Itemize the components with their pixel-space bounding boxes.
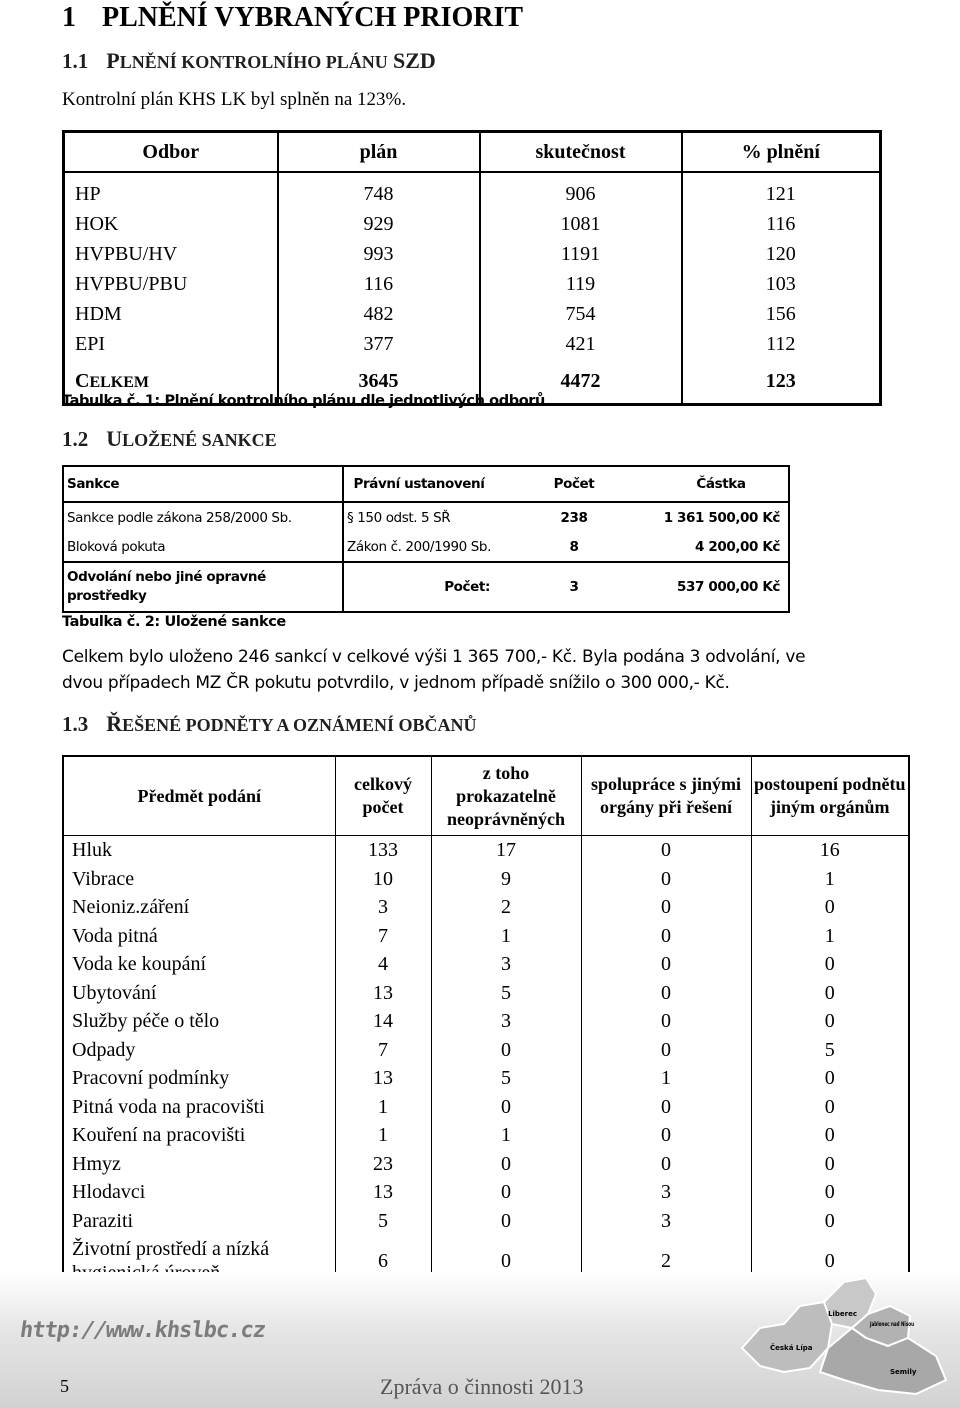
cell-value: 2 bbox=[581, 1235, 751, 1288]
table-row bbox=[63, 1207, 909, 1236]
table-row bbox=[64, 269, 881, 299]
col-header-plan: plán bbox=[278, 132, 480, 173]
cell-ustanoveni: § 150 odst. 5 SŘ bbox=[343, 502, 494, 532]
total-label-rest: ELKEM bbox=[89, 373, 150, 391]
col-header-predmet: Předmět podání bbox=[63, 756, 335, 836]
cell-value: 1 bbox=[335, 1121, 431, 1150]
cell-odvolani: Odvolání nebo jiné opravné prostředky bbox=[63, 562, 343, 612]
col-header-plneni: % plnění bbox=[682, 132, 881, 173]
cell-castka: 1 361 500,00 Kč bbox=[663, 509, 780, 526]
col-header-pocet: Počet bbox=[494, 466, 654, 502]
table-row bbox=[63, 1093, 909, 1122]
cell-value: 7 bbox=[335, 922, 431, 951]
plan-fulfilment-text: Kontrolní plán KHS LK byl splněn na 123%. bbox=[62, 89, 407, 110]
table-2-caption: Tabulka č. 2: Uložené sankce bbox=[62, 614, 286, 630]
cell: 156 bbox=[765, 302, 796, 325]
table-row bbox=[63, 1036, 909, 1065]
cell-predmet: Neioniz.záření bbox=[63, 893, 335, 922]
total-actual: 4472 bbox=[480, 359, 682, 405]
cell-value: 1 bbox=[335, 1093, 431, 1122]
cell-castka: 4 200,00 Kč bbox=[695, 538, 780, 555]
col-header-sankce: Sankce bbox=[63, 466, 343, 502]
cell-value: 0 bbox=[824, 981, 835, 1004]
title-smallcaps: EŠENÉ PODNĚTY A OZNÁMENÍ OBČANŮ bbox=[122, 715, 477, 735]
cell-predmet: Pitná voda na pracovišti bbox=[63, 1093, 335, 1122]
chapter-number: 1 bbox=[62, 2, 76, 33]
cell-value: 0 bbox=[581, 1036, 751, 1065]
cell: HVPBU/PBU bbox=[64, 269, 278, 299]
cell-predmet: Voda pitná bbox=[63, 922, 335, 951]
section-number: 1.2 bbox=[62, 427, 89, 451]
section-1-2-heading bbox=[62, 426, 277, 452]
cell-value: 0 bbox=[431, 1150, 581, 1179]
map-label-ceska-lipa: Česká Lípa bbox=[770, 1344, 813, 1352]
liberec-region-map bbox=[740, 1276, 955, 1406]
table-header-row bbox=[63, 466, 789, 502]
cell-predmet: Hmyz bbox=[63, 1150, 335, 1179]
cell-value: 17 bbox=[431, 836, 581, 865]
table-row bbox=[63, 865, 909, 894]
map-label-liberec: Liberec bbox=[828, 1310, 857, 1318]
total-percent: 123 bbox=[765, 369, 796, 392]
table-row bbox=[63, 893, 909, 922]
col-header-castka: Částka bbox=[654, 466, 789, 502]
cell-predmet: Služby péče o tělo bbox=[63, 1007, 335, 1036]
cell-value: 13 bbox=[335, 1064, 431, 1093]
table-1-caption: Tabulka č. 1: Plnění kontrolního plánu dle jednotlivých odborů bbox=[62, 393, 545, 409]
cell-value: 0 bbox=[581, 1121, 751, 1150]
cell-value: 9 bbox=[431, 865, 581, 894]
cell: 103 bbox=[765, 272, 796, 295]
cell: 906 bbox=[480, 172, 682, 209]
cell: 1081 bbox=[480, 209, 682, 239]
cell-value: 0 bbox=[431, 1178, 581, 1207]
sanctions-table bbox=[62, 465, 790, 613]
cell-value: 0 bbox=[581, 1007, 751, 1036]
cell: HOK bbox=[64, 209, 278, 239]
cell-predmet: Paraziti bbox=[63, 1207, 335, 1236]
cell-pocet-label: Počet: bbox=[343, 562, 494, 612]
cell-value: 3 bbox=[431, 950, 581, 979]
cell-value: 10 bbox=[335, 865, 431, 894]
page-number: 5 bbox=[60, 1376, 69, 1396]
cell-value: 0 bbox=[581, 893, 751, 922]
cell-value: 3 bbox=[581, 1207, 751, 1236]
footer-url: http://www.khslbc.cz bbox=[18, 1318, 267, 1343]
col-header-postoupeni: postoupení podnětu jiným orgánům bbox=[751, 756, 909, 836]
table-row bbox=[64, 299, 881, 329]
cell: 929 bbox=[278, 209, 480, 239]
cell-value: 0 bbox=[431, 1036, 581, 1065]
title-initial: U bbox=[106, 426, 123, 451]
total-label-initial: C bbox=[75, 369, 90, 392]
cell-value: 0 bbox=[431, 1235, 581, 1288]
map-label-jablonec: Jablonec nad Nisou bbox=[869, 1321, 914, 1328]
cell: HVPBU/HV bbox=[64, 239, 278, 269]
section-1-3-heading bbox=[62, 711, 477, 737]
cell-value: 1 bbox=[824, 867, 835, 890]
title-initial: Ř bbox=[106, 711, 123, 736]
cell: 112 bbox=[766, 332, 796, 355]
map-label-semily: Semily bbox=[890, 1368, 917, 1376]
cell-value: 0 bbox=[581, 1150, 751, 1179]
sanctions-summary-line-2: dvou případech MZ ČR pokutu potvrdilo, v jednom případě snížilo o 300 000,- Kč. bbox=[62, 673, 730, 693]
col-header-ustanoveni: Právní ustanovení bbox=[343, 466, 494, 502]
table-row bbox=[63, 1178, 909, 1207]
section-number: 1.3 bbox=[62, 712, 89, 736]
cell-value: 3 bbox=[581, 1178, 751, 1207]
complaints-table bbox=[62, 755, 910, 1289]
table-row bbox=[63, 950, 909, 979]
table-row bbox=[63, 979, 909, 1008]
cell-value: 0 bbox=[581, 950, 751, 979]
cell: 119 bbox=[480, 269, 682, 299]
cell-predmet: Voda ke koupání bbox=[63, 950, 335, 979]
cell-value: 7 bbox=[335, 1036, 431, 1065]
table-row bbox=[63, 1064, 909, 1093]
table-row bbox=[63, 1007, 909, 1036]
cell: 116 bbox=[278, 269, 480, 299]
cell-predmet: Odpady bbox=[63, 1036, 335, 1065]
cell: HP bbox=[64, 172, 278, 209]
cell: HDM bbox=[64, 299, 278, 329]
cell-predmet: Životní prostředí a nízká bbox=[63, 1235, 335, 1288]
cell-value: 6 bbox=[335, 1235, 431, 1288]
cell-value: 0 bbox=[824, 1181, 835, 1204]
cell-value: 1 bbox=[581, 1064, 751, 1093]
section-1-1-heading bbox=[62, 48, 436, 74]
cell-predmet: Kouření na pracovišti bbox=[63, 1121, 335, 1150]
cell-value: 23 bbox=[335, 1150, 431, 1179]
chapter-heading bbox=[62, 2, 523, 34]
col-header-spoluprace: spolupráce s jinými orgány při řešení bbox=[581, 756, 751, 836]
cell-value: 0 bbox=[581, 865, 751, 894]
cell: 1191 bbox=[480, 239, 682, 269]
cell-value: 0 bbox=[431, 1093, 581, 1122]
cell-value: 0 bbox=[581, 979, 751, 1008]
chapter-title: PLNĚNÍ VYBRANÝCH PRIORIT bbox=[102, 2, 524, 33]
table-row bbox=[64, 239, 881, 269]
cell-value: 0 bbox=[824, 1152, 835, 1175]
table-header-row bbox=[63, 756, 909, 836]
complaints-table-body bbox=[63, 836, 909, 1289]
table-header-row bbox=[64, 132, 881, 173]
cell-value: 0 bbox=[824, 896, 835, 919]
cell: EPI bbox=[64, 329, 278, 359]
cell-value: 0 bbox=[581, 922, 751, 951]
cell-castka: 537 000,00 Kč bbox=[654, 562, 789, 612]
cell: 121 bbox=[765, 182, 796, 205]
col-header-odbor: Odbor bbox=[64, 132, 278, 173]
table-row bbox=[63, 1121, 909, 1150]
cell-sankce: Bloková pokuta bbox=[67, 538, 166, 555]
cell-pocet: 3 bbox=[494, 562, 654, 612]
table-row bbox=[64, 172, 881, 209]
cell-value: 0 bbox=[824, 953, 835, 976]
cell-ustanoveni: Zákon č. 200/1990 Sb. bbox=[343, 532, 494, 562]
cell-value: 13 bbox=[335, 979, 431, 1008]
title-smallcaps: LNĚNÍ KONTROLNÍHO PLÁNU bbox=[119, 52, 388, 72]
section-number: 1.1 bbox=[62, 49, 89, 73]
table-row bbox=[63, 502, 789, 532]
col-header-skutecnost: skutečnost bbox=[480, 132, 682, 173]
cell-value: 0 bbox=[824, 1124, 835, 1147]
cell-pocet: 8 bbox=[569, 538, 579, 555]
footer-title: Zpráva o činnosti 2013 bbox=[380, 1374, 584, 1399]
table-row bbox=[63, 532, 789, 562]
cell-value: 5 bbox=[335, 1207, 431, 1236]
cell: 748 bbox=[278, 172, 480, 209]
cell-value: 5 bbox=[824, 1038, 835, 1061]
cell-value: 3 bbox=[335, 893, 431, 922]
cell: 377 bbox=[278, 329, 480, 359]
cell-value: 0 bbox=[581, 836, 751, 865]
cell-pocet: 238 bbox=[560, 509, 588, 526]
cell: 116 bbox=[766, 212, 796, 235]
cell-sankce: Sankce podle zákona 258/2000 Sb. bbox=[67, 509, 292, 526]
cell-value: 1 bbox=[431, 922, 581, 951]
title-initial: P bbox=[106, 48, 120, 73]
title-suffix: SZD bbox=[392, 48, 436, 73]
cell-value: 13 bbox=[335, 1178, 431, 1207]
map-district-ceska-lipa bbox=[742, 1302, 832, 1372]
table-row bbox=[64, 209, 881, 239]
cell-predmet: Ubytování bbox=[63, 979, 335, 1008]
table-row bbox=[63, 922, 909, 951]
title-smallcaps: LOŽENÉ SANKCE bbox=[122, 430, 277, 450]
cell-value: 1 bbox=[824, 924, 835, 947]
table-row bbox=[64, 329, 881, 359]
cell-value: 0 bbox=[824, 1010, 835, 1033]
control-plan-table bbox=[62, 130, 882, 406]
cell-predmet: Hlodavci bbox=[63, 1178, 335, 1207]
cell-value: 0 bbox=[431, 1207, 581, 1236]
cell-value: 4 bbox=[335, 950, 431, 979]
cell: 754 bbox=[480, 299, 682, 329]
cell-value: 0 bbox=[581, 1093, 751, 1122]
cell-predmet: Vibrace bbox=[63, 865, 335, 894]
cell: 421 bbox=[480, 329, 682, 359]
col-header-neopravnenych: z toho prokazatelně neoprávněných bbox=[431, 756, 581, 836]
cell-value: 5 bbox=[431, 979, 581, 1008]
cell-value: 0 bbox=[824, 1250, 835, 1272]
cell-value: 0 bbox=[824, 1209, 835, 1232]
cell-value: 5 bbox=[431, 1064, 581, 1093]
cell-value: 1 bbox=[431, 1121, 581, 1150]
cell-predmet: Pracovní podmínky bbox=[63, 1064, 335, 1093]
cell: 482 bbox=[278, 299, 480, 329]
table-row bbox=[63, 836, 909, 865]
cell-value: 0 bbox=[824, 1095, 835, 1118]
table-row bbox=[63, 1150, 909, 1179]
appeals-row bbox=[63, 562, 789, 612]
cell-value: 0 bbox=[824, 1067, 835, 1090]
cell: 120 bbox=[765, 242, 796, 265]
col-header-celkovy-pocet: celkový počet bbox=[335, 756, 431, 836]
cell-value: 2 bbox=[431, 893, 581, 922]
sanctions-summary-line-1: Celkem bylo uloženo 246 sankcí v celkové výši 1 365 700,- Kč. Byla podána 3 odvolání, ve bbox=[62, 647, 806, 667]
cell-value: 14 bbox=[335, 1007, 431, 1036]
cell-value: 3 bbox=[431, 1007, 581, 1036]
cell: 993 bbox=[278, 239, 480, 269]
cell-value: 133 bbox=[335, 836, 431, 865]
cell-predmet: Hluk bbox=[63, 836, 335, 865]
total-plan: 3645 bbox=[278, 359, 480, 405]
cell-value: 16 bbox=[819, 839, 840, 862]
